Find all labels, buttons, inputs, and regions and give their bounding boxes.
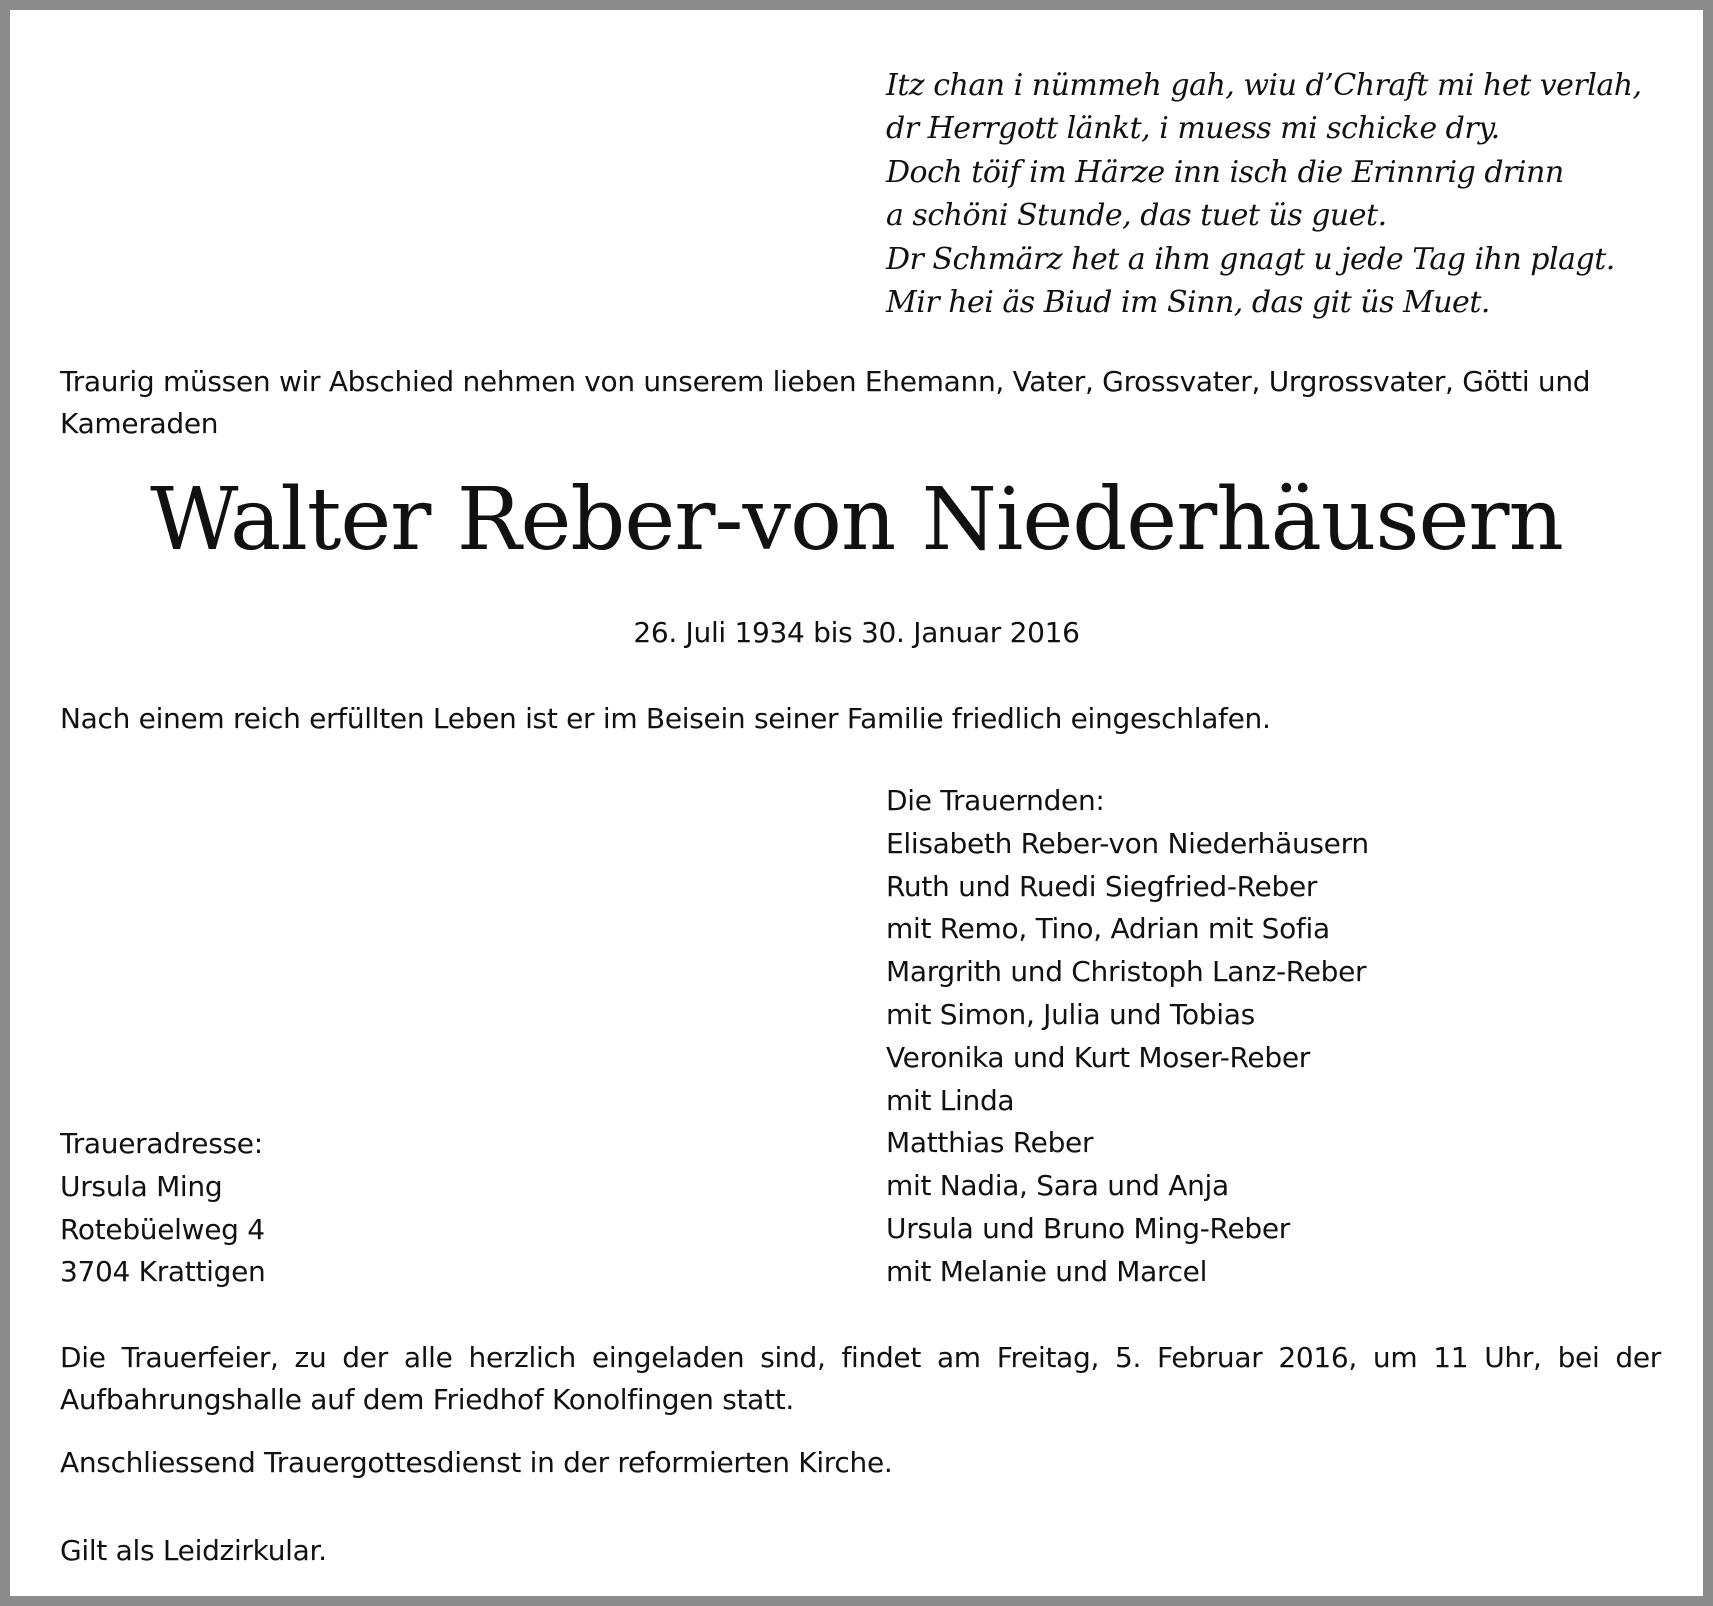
poem-line: Doch töif im Härze inn isch die Erinnrig drinn [886,154,1564,190]
mourning-address [60,1123,265,1294]
mourner-entry: Veronika und Kurt Moser-Reber [886,1040,1310,1074]
mourner-entry: mit Nadia, Sara und Anja [886,1169,1229,1203]
mourner-entry: Elisabeth Reber-von Niederhäusern [886,826,1369,860]
poem-line: Dr Schmärz het a ihm gnagt u jede Tag ihn plagt. [886,241,1615,277]
poem-line: dr Herrgott länkt, i muess mi schicke dry. [886,111,1500,147]
address-street: Rotebüelweg 4 [60,1212,265,1246]
mourner-entry: mit Remo, Tino, Adrian mit Sofia [886,912,1330,946]
mourners-heading: Die Trauernden: [886,784,1105,817]
address-heading: Traueradresse: [60,1127,263,1160]
obituary-notice [10,10,1703,1596]
poem-line: Mir hei äs Biud im Sinn, das git üs Muet. [886,285,1490,321]
poem-line: a schöni Stunde, das tuet üs guet. [886,198,1387,234]
church-service-text: Anschliessend Trauergottesdienst in der reformierten Kirche. [60,1446,893,1479]
mourners-list [886,780,1369,1294]
intro-text: Traurig müssen wir Abschied nehmen von unserem lieben Ehemann, Vater, Grossvater, Urgrossvater, Götti und Kameraden [60,365,1591,440]
mourner-entry: Matthias Reber [886,1126,1094,1160]
address-name: Ursula Ming [60,1169,223,1203]
poem-line: Itz chan i nümmeh gah, wiu d’Chraft mi het verlah, [886,68,1642,103]
mourner-entry: mit Melanie und Marcel [886,1254,1208,1288]
life-dates: 26. Juli 1934 bis 30. Januar 2016 [633,616,1080,649]
address-city: 3704 Krattigen [60,1255,266,1289]
mourner-entry: Ruth und Ruedi Siegfried-Reber [886,869,1318,903]
mourner-entry: mit Simon, Julia und Tobias [886,997,1255,1031]
circular-note: Gilt als Leidzirkular. [60,1534,327,1567]
poem [886,64,1642,324]
mourner-entry: Margrith und Christoph Lanz-Reber [886,955,1367,989]
funeral-service-text: Die Trauerfeier, zu der alle herzlich eingeladen sind, findet am Freitag, 5. Februar 2016, um 11 Uhr, bei der Aufbahrungshalle auf dem Friedhof Konolfingen statt. [60,1341,1661,1416]
passing-statement: Nach einem reich erfüllten Leben ist er im Beisein seiner Familie friedlich eingeschlafen. [60,702,1271,735]
mourner-entry: Ursula und Bruno Ming-Reber [886,1211,1290,1245]
deceased-name: Walter Reber-von Niederhäusern [150,470,1563,570]
mourner-entry: mit Linda [886,1083,1015,1117]
